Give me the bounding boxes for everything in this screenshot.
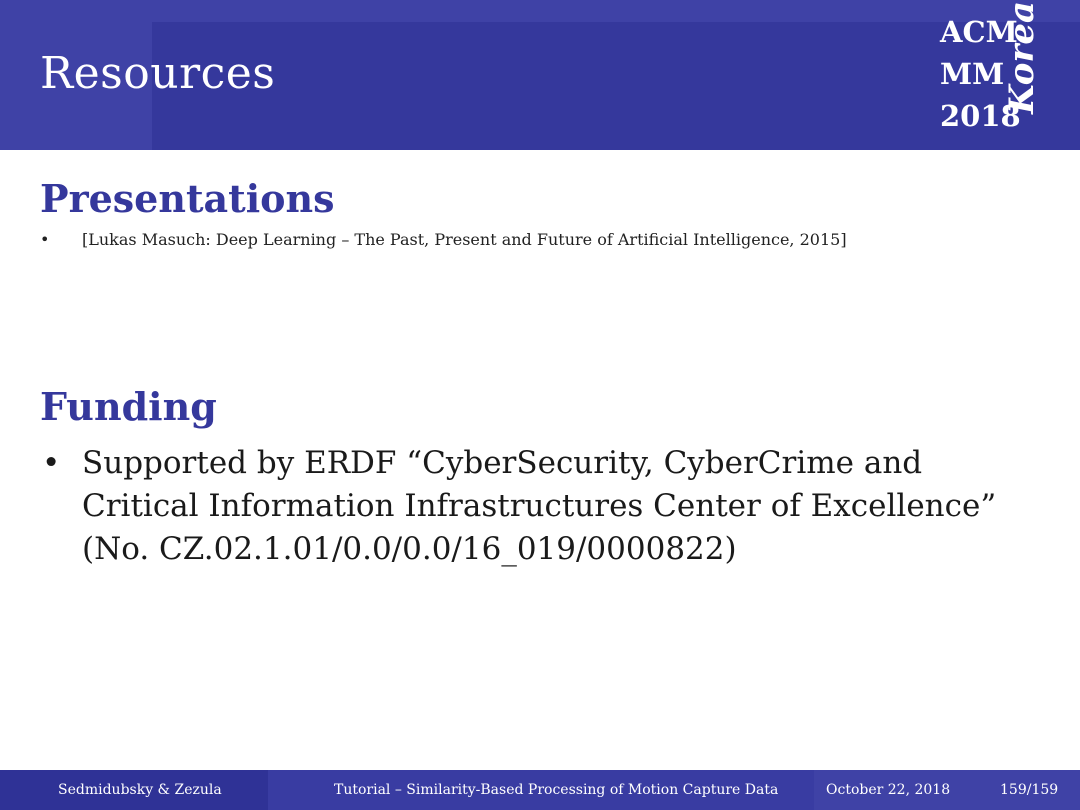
logo-line-acm: ACM: [940, 15, 1018, 49]
logo-korea-script: Korea: [1002, 0, 1042, 114]
slide-title: Resources: [40, 48, 276, 99]
presentations-list: [40, 230, 1040, 249]
funding-statement: Supported by ERDF “CyberSecurity, CyberCrime and Critical Information Infrastructures Center of Excellence” (No. CZ.02.1.01/0.0/0.0/16_019/0000822): [82, 445, 997, 567]
bullet: •: [42, 445, 61, 481]
logo-line-year: 2018: [940, 99, 1021, 133]
bullet: •: [40, 230, 50, 249]
footer-page-number: 159/159: [1000, 782, 1059, 798]
list-item: [40, 442, 1040, 571]
slide-header: [0, 0, 1080, 150]
presentation-reference: [Lukas Masuch: Deep Learning – The Past, Present and Future of Artificial Intelligence, 2015]: [82, 230, 847, 249]
footer-authors: Sedmidubsky & Zezula: [58, 782, 222, 798]
section-title-funding: Funding: [40, 384, 217, 429]
logo-line-mm: MM: [940, 57, 1005, 91]
slide-footer: [0, 770, 1080, 810]
list-item: [40, 230, 1040, 249]
acm-mm-2018-logo: [938, 0, 1068, 136]
footer-date: October 22, 2018: [826, 782, 951, 798]
section-title-presentations: Presentations: [40, 176, 335, 221]
footer-talk-title: Tutorial – Similarity-Based Processing of Motion Capture Data: [334, 782, 779, 798]
funding-list: [40, 442, 1040, 571]
